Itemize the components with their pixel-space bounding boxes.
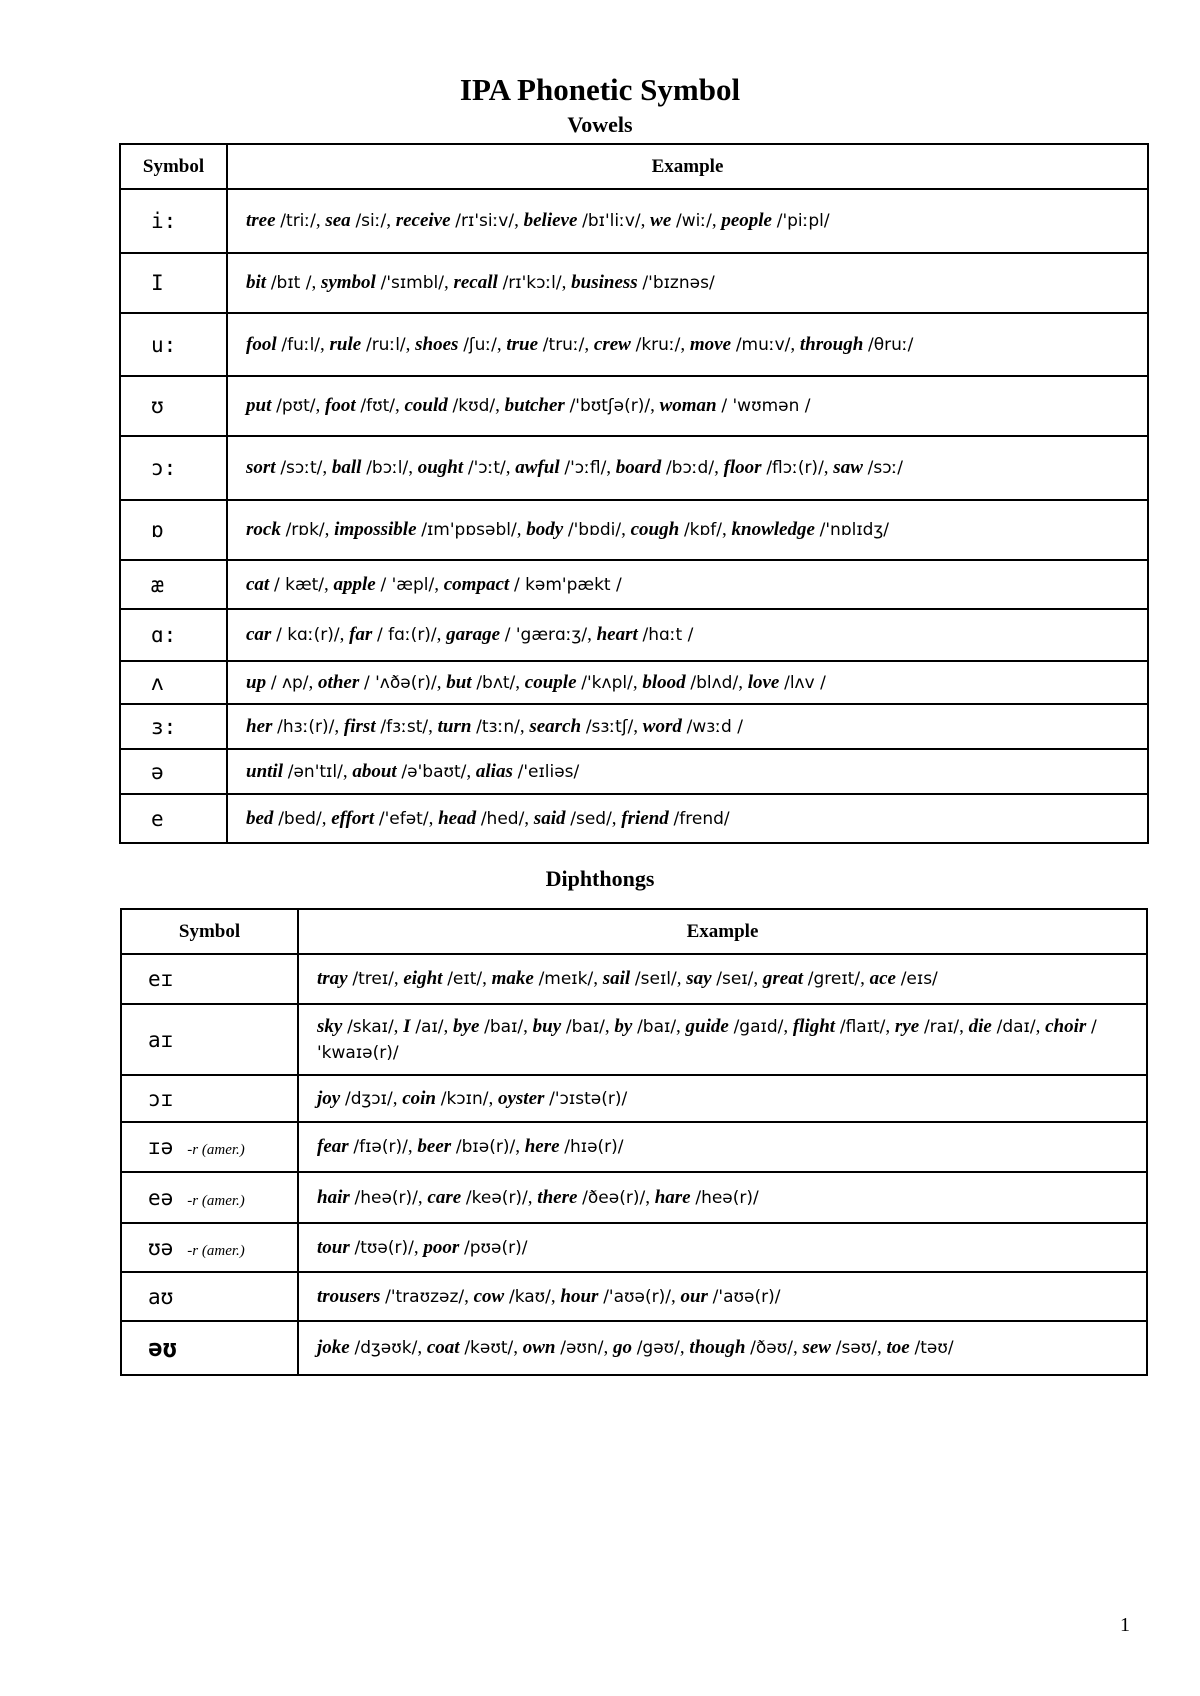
diphthong-example-cell: trousers /'traʊzəz/, cow /kaʊ/, hour /'aʊə(r)/, our /'aʊə(r)/: [298, 1272, 1147, 1321]
example-word: toe: [886, 1337, 910, 1358]
example-transcription: /dʒəʊk/: [354, 1338, 418, 1358]
example-transcription: / 'kwaɪə(r)/: [317, 1016, 1097, 1063]
example-word: woman: [659, 395, 717, 416]
example-word: head: [438, 807, 477, 829]
example-transcription: / kæt/: [273, 574, 325, 595]
example-transcription: /baɪ/: [484, 1016, 524, 1037]
example-word: eight: [403, 968, 443, 989]
example-word: buy: [532, 1015, 562, 1037]
diphthong-row: [121, 1321, 1147, 1375]
vowel-symbol: I: [151, 271, 164, 295]
example-transcription: /'bɪznəs/: [642, 273, 715, 293]
example-word: rye: [894, 1015, 920, 1037]
diphthong-symbol-cell: [121, 1004, 298, 1075]
example-transcription: /raɪ/: [923, 1016, 960, 1037]
example-word: move: [689, 333, 732, 355]
example-transcription: /fʊt/: [360, 396, 395, 416]
example-transcription: /bed/: [278, 808, 322, 829]
example-transcription: /tʊə(r)/: [354, 1237, 414, 1258]
diphthong-symbol-cell: [121, 954, 298, 1004]
example-word: but: [446, 671, 472, 693]
example-word: far: [349, 624, 373, 645]
example-transcription: /kaʊ/: [508, 1286, 551, 1307]
example-transcription: / fɑː(r)/: [377, 625, 437, 645]
vowels-heading: Vowels: [567, 112, 633, 137]
example-word: heart: [596, 624, 638, 645]
example-transcription: /heə(r)/: [354, 1187, 418, 1208]
vowel-row: [120, 253, 1148, 313]
example-word: body: [526, 519, 564, 540]
vowel-row: [120, 189, 1148, 253]
example-transcription: /kʊd/: [452, 396, 496, 416]
example-transcription: /gəʊ/: [636, 1338, 680, 1358]
example-transcription: /siː/: [355, 211, 387, 231]
vowel-example-cell: car / kɑː(r)/, far / fɑː(r)/, garage / 'gærɑːʒ/, heart /hɑːt /: [227, 609, 1148, 661]
diphthong-row: [121, 1272, 1147, 1321]
example-transcription: / 'wʊmən /: [721, 396, 811, 416]
vowels-table: [119, 143, 1149, 844]
example-word: ace: [869, 968, 896, 989]
example-word: up: [246, 671, 267, 693]
example-transcription: /hed/: [480, 808, 525, 829]
example-transcription: /ən'tɪl/: [287, 761, 343, 782]
example-word: saw: [833, 457, 863, 478]
vowel-symbol: i:: [151, 209, 177, 233]
diphthongs-header-row: [121, 909, 1147, 954]
diphthong-example-cell: tray /treɪ/, eight /eɪt/, make /meɪk/, sail /seɪl/, say /seɪ/, great /greɪt/, ace /eɪs/: [298, 954, 1147, 1004]
vowel-symbol-cell: [120, 794, 227, 843]
example-word: blood: [642, 671, 686, 693]
example-word: there: [537, 1186, 578, 1208]
example-word: say: [686, 968, 712, 989]
example-transcription: /rɪ'kɔːl/: [502, 273, 562, 293]
example-word: said: [533, 807, 566, 829]
vowel-symbol: ɒ: [151, 518, 164, 542]
example-word: our: [680, 1285, 708, 1307]
diphthong-example-cell: tour /tʊə(r)/, poor /pʊə(r)/: [298, 1223, 1147, 1272]
page-title: IPA Phonetic Symbol: [459, 72, 741, 107]
example-word: alias: [475, 760, 513, 782]
example-transcription: /kɒf/: [683, 520, 723, 540]
vowel-symbol-cell: [120, 704, 227, 749]
example-word: couple: [524, 671, 577, 693]
example-transcription: /'nɒlɪdʒ/: [819, 520, 890, 540]
example-word: tree: [246, 210, 276, 231]
example-transcription: /'bɒdi/: [567, 520, 622, 540]
example-word: coat: [426, 1337, 460, 1358]
example-transcription: /pʊt/: [276, 396, 316, 416]
example-word: own: [522, 1337, 556, 1358]
diphthong-example-cell: joke /dʒəʊk/, coat /kəʊt/, own /əʊn/, go /gəʊ/, though /ðəʊ/, sew /səʊ/, toe /təʊ/: [298, 1321, 1147, 1375]
example-transcription: /kəʊt/: [464, 1338, 514, 1358]
example-word: effort: [331, 807, 375, 829]
vowel-symbol-cell: [120, 749, 227, 794]
example-transcription: /bɪt /: [270, 273, 312, 293]
diphthong-row: [121, 1075, 1147, 1122]
example-word: flight: [792, 1015, 836, 1037]
example-word: cat: [246, 573, 270, 595]
diphthong-symbol: eɪ: [148, 967, 174, 991]
vowel-example-cell: sort /sɔːt/, ball /bɔːl/, ought /'ɔːt/, awful /'ɔːfl/, board /bɔːd/, floor /flɔː(r)/, saw /sɔː/: [227, 436, 1148, 500]
diphthong-row: [121, 1004, 1147, 1075]
example-transcription: /greɪt/: [807, 969, 861, 989]
diphthong-example-cell: fear /fɪə(r)/, beer /bɪə(r)/, here /hɪə(r)/: [298, 1122, 1147, 1172]
example-word: knowledge: [731, 519, 815, 540]
example-transcription: /tɜːn/: [476, 716, 520, 737]
diphthong-note: -r (amer.): [187, 1192, 245, 1209]
example-transcription: /'eɪliəs/: [517, 761, 580, 782]
example-word: make: [491, 968, 534, 989]
example-transcription: /'aʊə(r)/: [603, 1286, 671, 1307]
vowel-example-cell: until /ən'tɪl/, about /ə'baʊt/, alias /'eɪliəs/: [227, 749, 1148, 794]
example-transcription: /muːv/: [735, 334, 791, 355]
example-transcription: /'efət/: [378, 808, 429, 829]
example-word: business: [571, 272, 638, 293]
vowel-example-cell: up / ʌp/, other / 'ʌðə(r)/, but /bʌt/, couple /'kʌpl/, blood /blʌd/, love /lʌv /: [227, 661, 1148, 704]
diphthongs-table: [120, 908, 1148, 1376]
example-transcription: / ʌp/: [270, 672, 309, 693]
example-transcription: /meɪk/: [538, 969, 594, 989]
example-transcription: /təʊ/: [914, 1338, 954, 1358]
example-transcription: /eɪt/: [447, 969, 483, 989]
diphthong-symbol: ʊə: [148, 1235, 174, 1260]
example-transcription: /'aʊə(r)/: [712, 1286, 781, 1307]
example-word: crew: [593, 333, 631, 355]
example-word: oyster: [497, 1087, 545, 1109]
example-word: her: [246, 715, 273, 737]
vowel-symbol: u:: [151, 332, 177, 357]
example-word: shoes: [415, 333, 459, 355]
example-transcription: /wɜːd /: [686, 716, 743, 737]
example-transcription: /gaɪd/: [733, 1016, 784, 1037]
vowel-example-cell: fool /fuːl/, rule /ruːl/, shoes /ʃuː/, true /truː/, crew /kruː/, move /muːv/, through /θruː/: [227, 313, 1148, 376]
diphthong-symbol-cell: [121, 1321, 298, 1375]
example-transcription: /baɪ/: [637, 1016, 677, 1037]
example-word: sea: [325, 210, 351, 231]
example-transcription: /sed/: [570, 808, 612, 829]
example-word: could: [404, 395, 448, 416]
example-word: search: [529, 715, 582, 737]
diphthong-row: [121, 1122, 1147, 1172]
example-transcription: /'ɔɪstə(r)/: [549, 1088, 628, 1109]
example-word: bit: [246, 272, 267, 293]
example-word: foot: [325, 395, 356, 416]
example-word: board: [615, 457, 662, 478]
example-word: care: [427, 1186, 462, 1208]
example-transcription: /ruːl/: [365, 334, 406, 355]
diphthongs-heading: Diphthongs: [545, 866, 655, 891]
example-word: die: [968, 1015, 992, 1037]
example-transcription: /seɪ/: [716, 969, 754, 989]
example-word: I: [403, 1015, 411, 1037]
vowel-symbol: e: [151, 806, 164, 831]
example-word: choir: [1045, 1015, 1087, 1037]
example-transcription: /kruː/: [635, 334, 681, 355]
vowel-example-cell: bit /bɪt /, symbol /'sɪmbl/, recall /rɪ'kɔːl/, business /'bɪznəs/: [227, 253, 1148, 313]
example-transcription: /heə(r)/: [695, 1187, 759, 1208]
example-transcription: /rɪ'siːv/: [455, 211, 515, 231]
example-transcription: /baɪ/: [565, 1016, 605, 1037]
vowels-col-example: Example: [227, 144, 1148, 189]
diphthong-row: [121, 1172, 1147, 1223]
vowel-symbol: æ: [151, 572, 164, 597]
example-transcription: /sɔːt/: [280, 458, 323, 478]
diphthongs-col-symbol: Symbol: [121, 909, 298, 954]
diphthong-symbol-cell: [121, 1272, 298, 1321]
example-transcription: /bʌt/: [476, 672, 516, 693]
example-transcription: /kɔɪn/: [440, 1088, 489, 1109]
example-transcription: /wiː/: [676, 211, 712, 231]
example-transcription: /flaɪt/: [839, 1016, 886, 1037]
diphthong-symbol-cell: [121, 1172, 298, 1223]
example-word: cow: [473, 1285, 505, 1307]
diphthong-note: -r (amer.): [187, 1142, 245, 1158]
example-word: butcher: [504, 395, 565, 416]
example-transcription: /ə'baʊt/: [401, 761, 467, 782]
example-transcription: /sɜːtʃ/: [585, 716, 634, 737]
diphthong-row: [121, 1223, 1147, 1272]
example-transcription: /hɜː(r)/: [277, 716, 335, 737]
example-word: here: [524, 1136, 560, 1157]
example-transcription: /flɔː(r)/: [766, 458, 824, 478]
example-word: cough: [630, 519, 680, 540]
example-transcription: /seɪl/: [634, 969, 677, 989]
example-word: sort: [246, 457, 276, 478]
vowels-header-row: [120, 144, 1148, 189]
example-word: coin: [402, 1087, 436, 1109]
example-word: though: [689, 1337, 746, 1358]
example-word: fear: [317, 1136, 349, 1157]
example-transcription: /ɪm'pɒsəbl/: [421, 520, 517, 540]
vowel-row: [120, 749, 1148, 794]
example-transcription: /skaɪ/: [347, 1016, 394, 1037]
example-word: impossible: [334, 519, 417, 540]
example-word: trousers: [317, 1285, 381, 1307]
vowel-symbol-cell: [120, 560, 227, 609]
vowel-symbol-cell: [120, 189, 227, 253]
example-transcription: / kɑː(r)/: [276, 625, 340, 645]
example-word: fool: [246, 333, 277, 355]
example-transcription: /'kʌpl/: [581, 672, 633, 693]
example-word: first: [343, 715, 376, 737]
example-transcription: /əʊn/: [560, 1338, 604, 1358]
example-transcription: / 'ʌðə(r)/: [363, 672, 437, 693]
example-transcription: /ðeə(r)/: [582, 1187, 646, 1208]
example-transcription: /hɑːt /: [642, 625, 694, 645]
example-transcription: /eɪs/: [900, 969, 938, 989]
diphthong-symbol: aɪ: [148, 1027, 174, 1052]
vowel-symbol: ə: [151, 759, 164, 784]
vowel-example-cell: put /pʊt/, foot /fʊt/, could /kʊd/, butcher /'bʊtʃə(r)/, woman / 'wʊmən /: [227, 376, 1148, 436]
example-word: symbol: [320, 272, 376, 293]
example-word: love: [747, 671, 780, 693]
vowel-symbol-cell: [120, 661, 227, 704]
example-word: beer: [417, 1136, 452, 1157]
example-word: put: [246, 395, 272, 416]
vowel-symbol-cell: [120, 609, 227, 661]
example-word: go: [612, 1337, 632, 1358]
example-transcription: /bɪ'liːv/: [582, 211, 641, 231]
example-word: poor: [423, 1236, 460, 1258]
example-word: apple: [333, 573, 376, 595]
example-word: we: [650, 210, 672, 231]
vowel-symbol-cell: [120, 436, 227, 500]
vowel-example-cell: rock /rɒk/, impossible /ɪm'pɒsəbl/, body /'bɒdi/, cough /kɒf/, knowledge /'nɒlɪdʒ/: [227, 500, 1148, 560]
example-word: compact: [443, 573, 510, 595]
example-word: receive: [395, 210, 451, 231]
example-word: joke: [317, 1337, 350, 1358]
example-transcription: / kəm'pækt /: [513, 574, 622, 595]
example-word: word: [642, 715, 682, 737]
example-word: garage: [446, 624, 500, 645]
example-transcription: /daɪ/: [996, 1016, 1036, 1037]
example-word: floor: [723, 457, 762, 478]
diphthong-symbol: ɪə: [148, 1135, 174, 1159]
example-word: by: [614, 1015, 633, 1037]
diphthong-symbol: əʊ: [148, 1334, 177, 1362]
diphthong-example-cell: joy /dʒɔɪ/, coin /kɔɪn/, oyster /'ɔɪstə(r)/: [298, 1075, 1147, 1122]
vowel-symbol-cell: [120, 500, 227, 560]
example-transcription: /'traʊzəz/: [385, 1286, 465, 1307]
example-transcription: /frend/: [673, 808, 730, 829]
example-transcription: /lʌv /: [784, 672, 826, 693]
diphthong-symbol-cell: [121, 1075, 298, 1122]
diphthong-symbol: eə: [148, 1185, 174, 1210]
example-word: tray: [317, 968, 348, 989]
diphthong-symbol: aʊ: [148, 1284, 174, 1309]
example-word: ball: [331, 457, 362, 478]
example-transcription: /'ɔːfl/: [564, 458, 607, 478]
vowel-row: [120, 313, 1148, 376]
example-transcription: /hɪə(r)/: [564, 1137, 624, 1157]
example-word: car: [246, 624, 272, 645]
vowel-example-cell: bed /bed/, effort /'efət/, head /hed/, said /sed/, friend /frend/: [227, 794, 1148, 843]
vowel-row: [120, 661, 1148, 704]
example-word: sew: [802, 1337, 831, 1358]
example-transcription: /triː/: [280, 211, 316, 231]
example-transcription: /blʌd/: [690, 672, 739, 693]
example-word: hare: [654, 1186, 691, 1208]
example-transcription: /sɔː/: [867, 458, 904, 478]
example-word: through: [799, 333, 864, 355]
example-word: great: [762, 968, 803, 989]
example-transcription: /dʒɔɪ/: [344, 1088, 393, 1109]
example-transcription: /fɜːst/: [380, 716, 429, 737]
example-word: sky: [317, 1015, 343, 1037]
diphthong-symbol-cell: [121, 1223, 298, 1272]
example-word: rule: [329, 333, 362, 355]
example-transcription: /treɪ/: [352, 969, 394, 989]
vowel-row: [120, 500, 1148, 560]
example-transcription: /səʊ/: [835, 1338, 878, 1358]
vowel-symbol-cell: [120, 376, 227, 436]
example-word: tour: [317, 1236, 350, 1258]
diphthong-symbol: ɔɪ: [148, 1086, 174, 1111]
vowel-row: [120, 794, 1148, 843]
example-transcription: /'sɪmbl/: [380, 273, 444, 293]
example-word: bye: [453, 1015, 480, 1037]
example-word: ought: [417, 457, 464, 478]
example-transcription: /θruː/: [868, 334, 914, 355]
example-transcription: / 'gærɑːʒ/: [504, 625, 588, 645]
diphthongs-col-example: Example: [298, 909, 1147, 954]
diphthong-row: [121, 954, 1147, 1004]
vowel-row: [120, 376, 1148, 436]
vowel-symbol: ɑ:: [151, 623, 177, 647]
example-word: people: [721, 210, 772, 231]
example-word: true: [506, 333, 539, 355]
vowel-example-cell: her /hɜː(r)/, first /fɜːst/, turn /tɜːn/, search /sɜːtʃ/, word /wɜːd /: [227, 704, 1148, 749]
example-word: bed: [246, 807, 274, 829]
example-transcription: /'bʊtʃə(r)/: [569, 396, 651, 416]
example-word: hour: [560, 1285, 599, 1307]
example-transcription: /fɪə(r)/: [353, 1137, 408, 1157]
diphthong-symbol-cell: [121, 1122, 298, 1172]
example-word: until: [246, 760, 283, 782]
example-transcription: /aɪ/: [415, 1016, 444, 1037]
example-word: rock: [246, 519, 281, 540]
example-word: hair: [317, 1186, 350, 1208]
example-transcription: /keə(r)/: [465, 1187, 528, 1208]
vowel-symbol: ɜ:: [151, 714, 177, 739]
diphthong-note: -r (amer.): [187, 1242, 245, 1259]
example-word: guide: [685, 1015, 729, 1037]
example-word: about: [352, 760, 397, 782]
vowel-symbol-cell: [120, 253, 227, 313]
example-word: sail: [602, 968, 631, 989]
page-number: 1: [1120, 1614, 1130, 1636]
vowel-row: [120, 436, 1148, 500]
vowel-symbol: ʌ: [151, 670, 164, 695]
example-transcription: / 'æpl/: [380, 574, 435, 595]
example-transcription: /ðəʊ/: [750, 1338, 793, 1358]
example-word: turn: [437, 715, 472, 737]
vowel-row: [120, 560, 1148, 609]
vowel-row: [120, 704, 1148, 749]
example-word: awful: [515, 457, 560, 478]
diphthong-example-cell: sky /skaɪ/, I /aɪ/, bye /baɪ/, buy /baɪ/, by /baɪ/, guide /gaɪd/, flight /flaɪt/, rye /raɪ/, die /daɪ/, choir / 'kwaɪə(r)/: [298, 1004, 1147, 1075]
example-word: believe: [523, 210, 578, 231]
example-transcription: /rɒk/: [285, 520, 325, 540]
example-transcription: /fuːl/: [281, 334, 321, 355]
example-transcription: /truː/: [542, 334, 585, 355]
example-word: recall: [453, 272, 498, 293]
diphthong-example-cell: hair /heə(r)/, care /keə(r)/, there /ðeə(r)/, hare /heə(r)/: [298, 1172, 1147, 1223]
example-word: joy: [317, 1087, 341, 1109]
vowel-symbol: ɔ:: [151, 456, 177, 480]
example-transcription: /'ɔːt/: [467, 458, 506, 478]
vowel-example-cell: cat / kæt/, apple / 'æpl/, compact / kəm'pækt /: [227, 560, 1148, 609]
example-transcription: /pʊə(r)/: [464, 1237, 528, 1258]
example-word: friend: [621, 807, 669, 829]
example-transcription: /ʃuː/: [463, 334, 497, 355]
example-word: other: [318, 671, 360, 693]
vowel-symbol-cell: [120, 313, 227, 376]
example-transcription: /'piːpl/: [776, 211, 830, 231]
vowel-row: [120, 609, 1148, 661]
vowel-symbol: ʊ: [151, 394, 164, 418]
vowel-example-cell: tree /triː/, sea /siː/, receive /rɪ'siːv/, believe /bɪ'liːv/, we /wiː/, people /'piːpl/: [227, 189, 1148, 253]
example-transcription: /bɪə(r)/: [455, 1137, 516, 1157]
vowels-col-symbol: Symbol: [120, 144, 227, 189]
example-transcription: /bɔːd/: [665, 458, 715, 478]
example-transcription: /bɔːl/: [366, 458, 409, 478]
